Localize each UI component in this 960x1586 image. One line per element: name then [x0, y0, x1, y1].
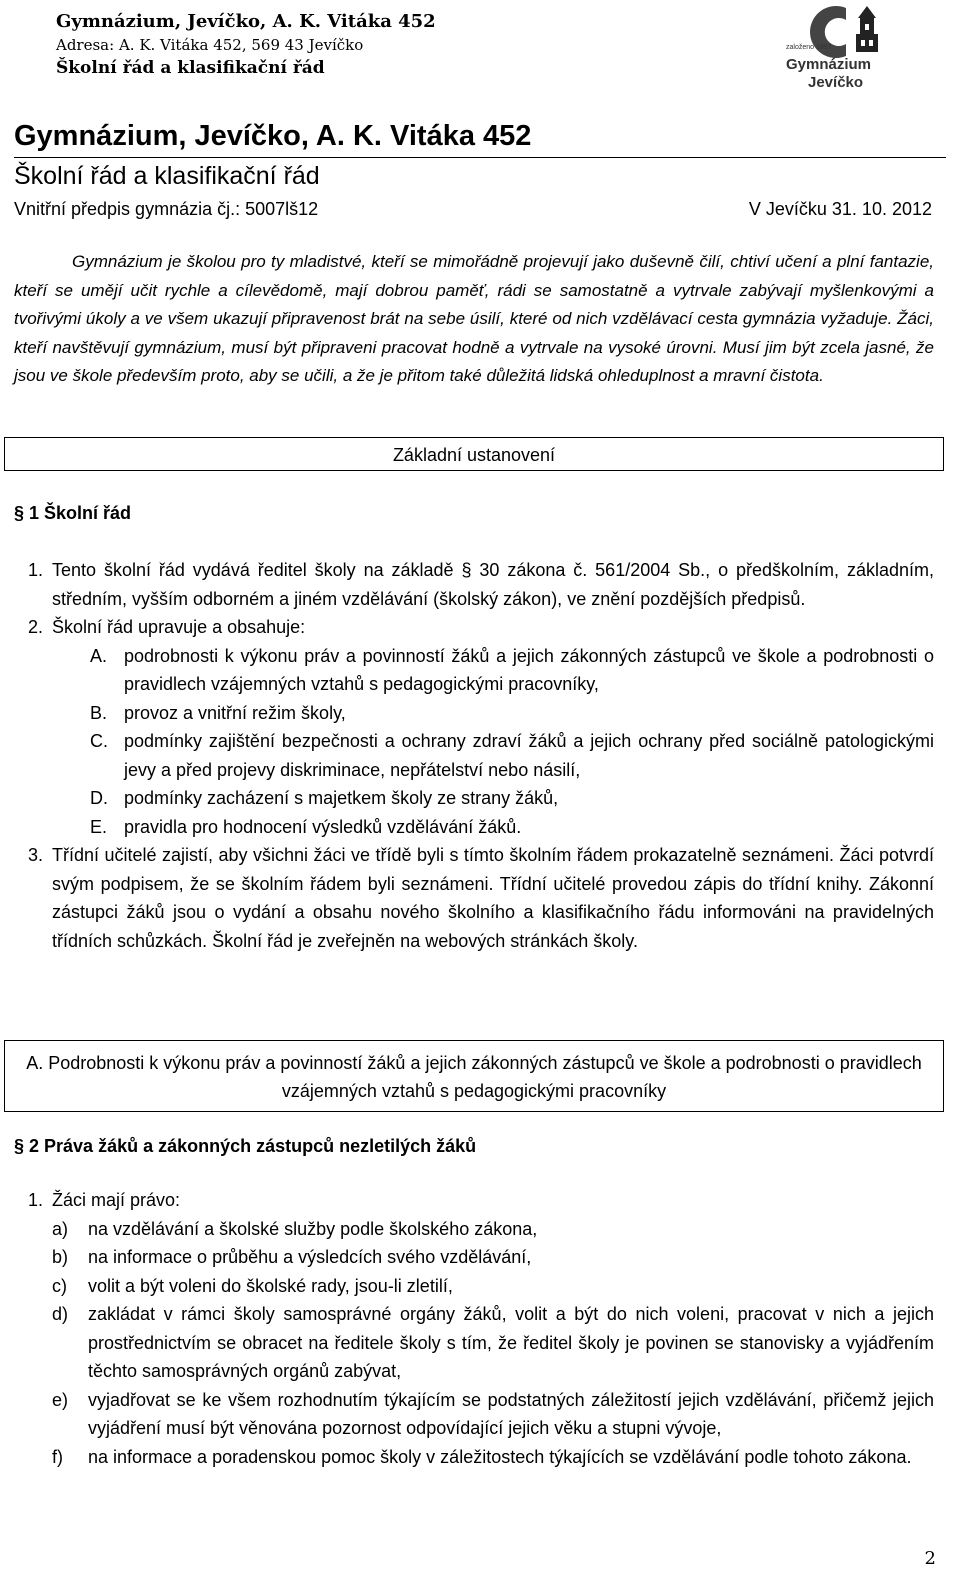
letterhead-school: Gymnázium, Jevíčko, A. K. Vitáka 452 [56, 11, 436, 32]
sub-item-letter: A. [90, 645, 108, 666]
section1-list [28, 556, 934, 955]
section-box-basic-provisions: Základní ustanovení [4, 437, 944, 471]
sub-item-text: provoz a vnitřní režim školy, [124, 702, 346, 723]
list-item [28, 556, 934, 613]
school-logo-icon [786, 4, 894, 60]
sub-item-letter: C. [90, 731, 108, 751]
sub-item-letter: B. [90, 702, 108, 723]
list-item-text: Tento školní řád vydává ředitel školy na základě § 30 zákona č. 561/2004 Sb., o předškolním, základním, středním, vyšším odborném a jiném vzdělávání (školský zákon), ve znění pozdějších předpisů. [52, 560, 934, 609]
section2-list [28, 1186, 934, 1471]
sub-list-item [28, 727, 934, 784]
page-title: Gymnázium, Jevíčko, A. K. Vitáka 452 [14, 120, 532, 152]
sub-item-text: podmínky zacházení s majetkem školy ze strany žáků, [124, 788, 559, 808]
sub-list-item [28, 1272, 934, 1301]
sub-item-letter: c) [52, 1275, 67, 1296]
document-reference: Vnitřní předpis gymnázia čj.: 5007lš12 [14, 199, 319, 219]
sub-item-letter: a) [52, 1218, 69, 1239]
sub-list-item [28, 1386, 934, 1443]
letterhead-address: Adresa: A. K. Vitáka 452, 569 43 Jevíčko [56, 36, 364, 54]
letterhead [56, 10, 436, 80]
sub-item-text: podrobnosti k výkonu práv a povinností žáků a jejich zákonných zástupců ve škole a podrobnosti o pravidlech vzájemných vztahů s pedagogickými pracovníky, [124, 645, 934, 694]
list-item-number: 3. [28, 845, 44, 865]
sub-item-text: podmínky zajištění bezpečnosti a ochrany zdraví žáků a jejich ochrany před sociálně patologickými jevy a před projevy diskriminace, nepřátelství nebo násilí, [124, 731, 934, 780]
list-item-number: 1. [28, 1190, 44, 1210]
sub-item-text: na informace a poradenskou pomoc školy v záležitostech týkajících se vzdělávání podle tohoto zákona. [88, 1446, 912, 1467]
sub-item-letter: E. [90, 816, 108, 837]
title-divider [14, 157, 946, 158]
logo-name-line2: Jevíčko [808, 74, 864, 91]
sub-list-item [28, 1443, 934, 1472]
section-heading-2: § 2 Práva žáků a zákonných zástupců nezletilých žáků [14, 1136, 477, 1156]
sub-item-letter: f) [52, 1446, 63, 1467]
intro-paragraph [14, 248, 934, 391]
sub-list-item [28, 1300, 934, 1386]
list-item-text: Třídní učitelé zajistí, aby všichni žáci ve třídě byli s tímto školním řádem prokazatelně seznámeni. Žáci potvrdí svým podpisem, že se školním řádem byli seznámeni. Třídní učitelé provedou zápis do třídní knihy. Zákonní zástupci žáků jsou o vydání a obsahu nového školního a klasifikačního řádu informováni na pravidelných třídních schůzkách. Školní řád je zveřejněn na webových stránkách školy. [52, 845, 934, 951]
list-item [28, 1186, 934, 1215]
logo-established: založeno 1897 [786, 44, 832, 51]
sub-item-text: na informace o průběhu a výsledcích svého vzdělávání, [88, 1247, 532, 1267]
list-item-number: 1. [28, 560, 44, 580]
page-subtitle: Školní řád a klasifikační řád [14, 162, 320, 190]
list-item [28, 613, 934, 642]
sub-item-letter: D. [90, 788, 108, 808]
sub-list-item [28, 1215, 934, 1244]
section-box-rights-duties: A. Podrobnosti k výkonu práv a povinností žáků a jejich zákonných zástupců ve škole a podrobnosti o pravidlech vzájemných vztahů s pedagogickými pracovníky [4, 1040, 944, 1112]
list-item [28, 841, 934, 955]
letterhead-document: Školní řád a klasifikační řád [56, 58, 325, 78]
list-item-text: Školní řád upravuje a obsahuje: [52, 617, 306, 637]
sub-list-item [28, 699, 934, 728]
sub-item-text: pravidla pro hodnocení výsledků vzdělávání žáků. [124, 816, 522, 837]
document-place-date: V Jevíčku 31. 10. 2012 [748, 199, 932, 219]
sub-item-text: na vzdělávání a školské služby podle školského zákona, [88, 1218, 538, 1239]
list-item-number: 2. [28, 617, 44, 637]
sub-list-item [28, 784, 934, 813]
sub-item-letter: b) [52, 1247, 69, 1267]
sub-list-item [28, 642, 934, 699]
sub-list-item [28, 813, 934, 842]
section-heading-1: § 1 Školní řád [14, 503, 132, 523]
logo-name-line1: Gymnázium [786, 56, 872, 73]
sub-item-letter: d) [52, 1304, 69, 1324]
sub-item-letter: e) [52, 1389, 69, 1410]
sub-item-text: zakládat v rámci školy samosprávné orgány žáků, volit a být do nich voleni, pracovat v nich a jejich prostřednictvím se obracet na ředitele školy s tím, že ředitel školy je povinen se stanovisky a vyjádřením těchto samosprávných orgánů zabývat, [88, 1304, 934, 1381]
page-number: 2 [924, 1548, 936, 1569]
sub-item-text: volit a být voleni do školské rady, jsou-li zletilí, [88, 1275, 453, 1296]
sub-list-item [28, 1243, 934, 1272]
intro-text: Gymnázium je školou pro ty mladistvé, kteří se mimořádně projevují jako duševně čilí, chtiví učení a plní fantazie, kteří se umějí učit rychle a cílevědomě, mají dobrou paměť, rádi se samostatně a vytrvale zabývají myšlenkovými a tvořivými úkoly a ve všem ukazují připravenost brát na sebe úsilí, které od nich vzdělávací cesta gymnázia vyžaduje. Žáci, kteří navštěvují gymnázium, musí být připraveni pracovat hodně a vytrvale na vysoké úrovni. Musí jim být zcela jasné, že jsou ve škole především proto, aby se učili, a že je přitom také důležitá lidská ohleduplnost a mravní čistota. [14, 252, 934, 385]
school-logo [786, 4, 894, 96]
sub-item-text: vyjadřovat se ke všem rozhodnutím týkajícím se podstatných záležitostí jejich vzdělávání, přičemž jejich vyjádření musí být věnována pozornost odpovídající jejich věku a stupni vývoje, [88, 1389, 934, 1438]
list-item-text: Žáci mají právo: [52, 1190, 181, 1210]
